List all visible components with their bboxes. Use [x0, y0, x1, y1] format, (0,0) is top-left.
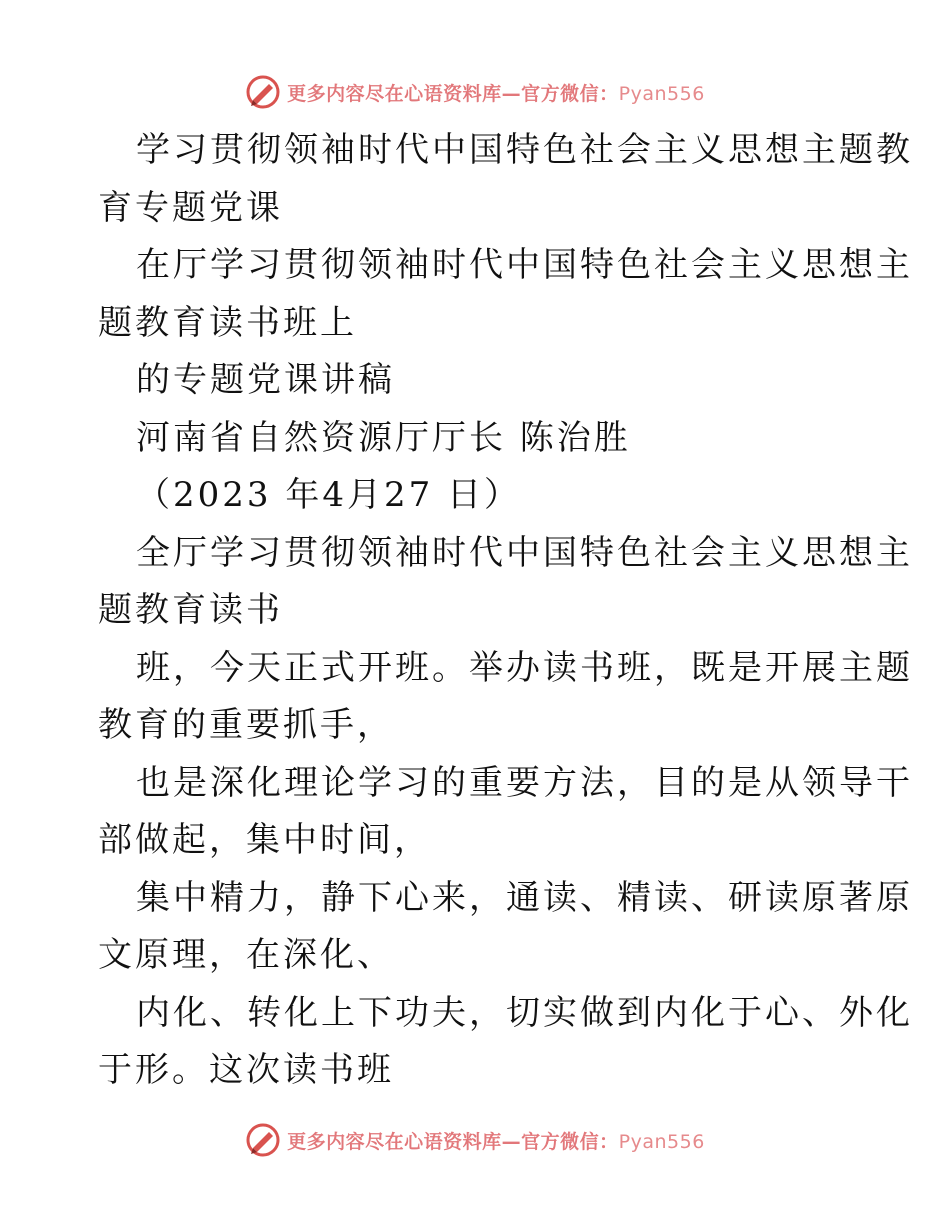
footer-banner-text [287, 1127, 705, 1154]
header-banner-text [287, 79, 705, 106]
document-line: （2023 年4月27 日） [136, 475, 522, 515]
document-line: 内化、转化上下功夫，切实做到内化于心、外化 [136, 992, 913, 1033]
document-line: 于形。这次读书班 [98, 1050, 394, 1090]
footer-wechat-id: Pyan556 [618, 1130, 705, 1153]
document-line: 也是深化理论学习的重要方法，目的是从领导干 [136, 762, 913, 803]
document-line: 河南省自然资源厅厅长 陈治胜 [136, 417, 631, 458]
document-line: 文原理，在深化、 [98, 935, 394, 975]
footer-banner [0, 1120, 950, 1160]
header-banner-slogan: 更多内容尽在心语资料库—官方微信： [287, 82, 619, 105]
document-body [98, 122, 913, 1100]
footer-banner-slogan: 更多内容尽在心语资料库—官方微信： [287, 1130, 619, 1153]
header-wechat-id: Pyan556 [618, 82, 705, 105]
document-line: 学习贯彻领袖时代中国特色社会主义思想主题教 [136, 130, 913, 170]
document-line: 班，今天正式开班。举办读书班，既是开展主题 [136, 647, 913, 688]
document-line: 全厅学习贯彻领袖时代中国特色社会主义思想主 [136, 532, 913, 573]
document-line: 育专题党课 [98, 187, 283, 228]
document-line: 教育的重要抓手， [98, 705, 394, 745]
pen-logo-icon [245, 1122, 281, 1158]
document-line: 题教育读书班上 [98, 302, 357, 343]
document-line: 题教育读书 [98, 590, 283, 630]
document-line: 部做起，集中时间， [98, 820, 431, 860]
document-line: 集中精力，静下心来，通读、精读、研读原著原 [136, 877, 913, 918]
document-line: 的专题党课讲稿 [136, 360, 395, 400]
pen-logo-icon [245, 74, 281, 110]
document-line: 在厅学习贯彻领袖时代中国特色社会主义思想主 [136, 245, 913, 285]
header-banner [0, 72, 950, 112]
